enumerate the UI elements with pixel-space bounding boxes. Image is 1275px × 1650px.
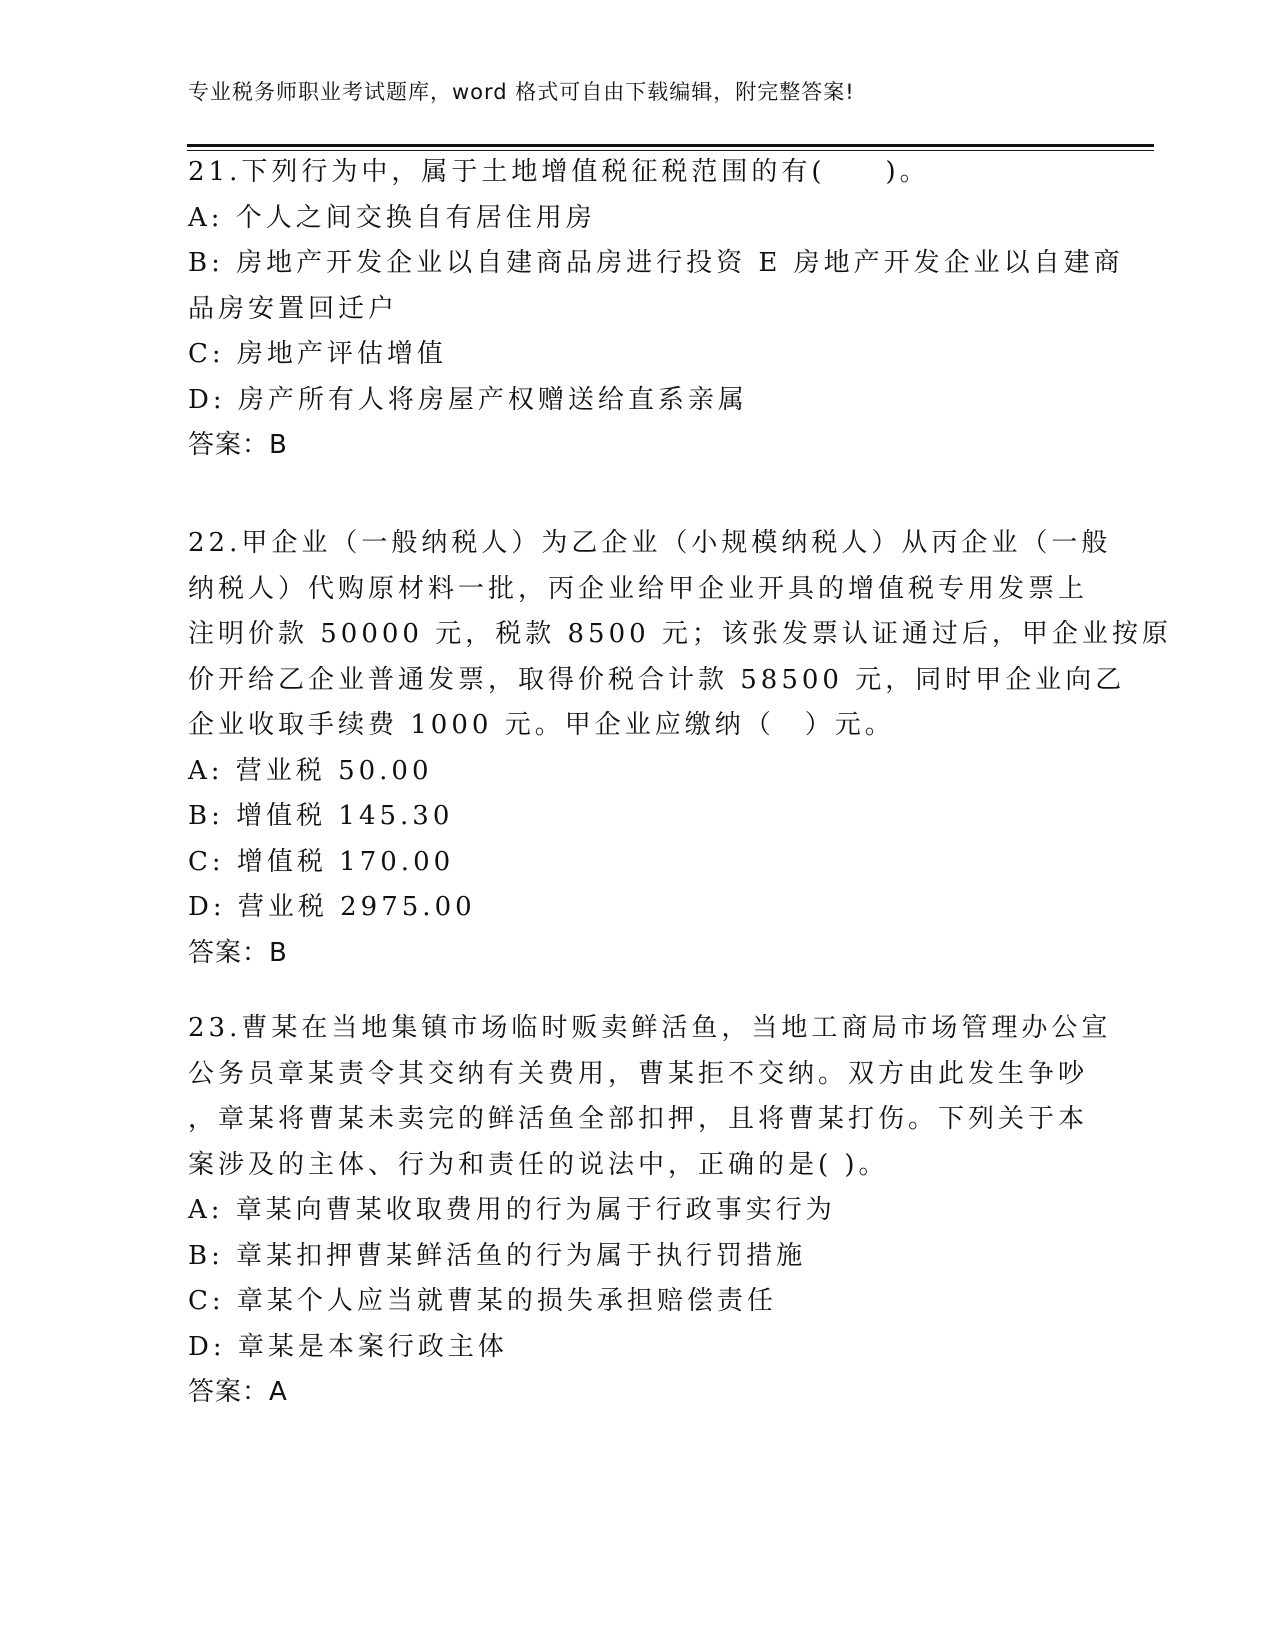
option-b: B: 章某扣押曹某鲜活鱼的行为属于执行罚措施 [188,1240,807,1271]
option-a: A: 个人之间交换自有居住用房 [188,202,596,233]
question-text: 价开给乙企业普通发票，取得价税合计款 58500 元，同时甲企业向乙 [188,664,1126,695]
option-a: A: 营业税 50.00 [188,755,433,786]
header-rule-thick [187,144,1154,147]
option-c: C: 增值税 170.00 [188,846,455,877]
question-text: 22.甲企业（一般纳税人）为乙企业（小规模纳税人）从丙企业（一般 [188,528,1112,558]
question-text: 企业收取手续费 1000 元。甲企业应缴纳（ ）元。 [188,710,895,740]
option-b: B: 增值税 145.30 [188,801,454,831]
question-text: 纳税人）代购原材料一批，丙企业给甲企业开具的增值税专用发票上 [188,573,1089,604]
question-text: 21.下列行为中，属于土地增值税征税范围的有( )。 [188,157,930,187]
option-d: D: 营业税 2975.00 [188,892,476,922]
question-text: ，章某将曹某未卖完的鲜活鱼全部扣押，且将曹某打伤。下列关于本 [188,1104,1089,1134]
answer-line: 答案：A [188,1377,288,1407]
answer-line: 答案：B [188,430,288,460]
question-23 [188,1006,1112,1416]
option-d: D: 章某是本案行政主体 [188,1331,508,1362]
option-b-continued: 品房安置回迁户 [188,293,399,324]
option-d: D: 房产所有人将房屋产权赠送给直系亲属 [188,384,748,415]
question-text: 23.曹某在当地集镇市场临时贩卖鲜活鱼，当地工商局市场管理办公宣 [188,1013,1112,1043]
option-b: B: 房地产开发企业以自建商品房进行投资 E 房地产开发企业以自建商 [188,248,1124,278]
question-22 [188,521,1172,976]
option-c: C: 房地产评估增值 [188,339,447,369]
question-text: 案涉及的主体、行为和责任的说法中，正确的是( )。 [188,1149,889,1180]
option-a: A: 章某向曹某收取费用的行为属于行政事实行为 [188,1195,836,1225]
option-c: C: 章某个人应当就曹某的损失承担赔偿责任 [188,1286,777,1316]
question-text: 公务员章某责令其交纳有关费用，曹某拒不交纳。双方由此发生争吵 [188,1058,1089,1089]
page-header: 专业税务师职业考试题库，word 格式可自由下载编辑，附完整答案! [188,80,855,104]
question-text: 注明价款 50000 元，税款 8500 元；该张发票认证通过后，甲企业按原 [188,619,1172,649]
answer-line: 答案：B [188,937,288,968]
question-21 [188,150,1124,469]
